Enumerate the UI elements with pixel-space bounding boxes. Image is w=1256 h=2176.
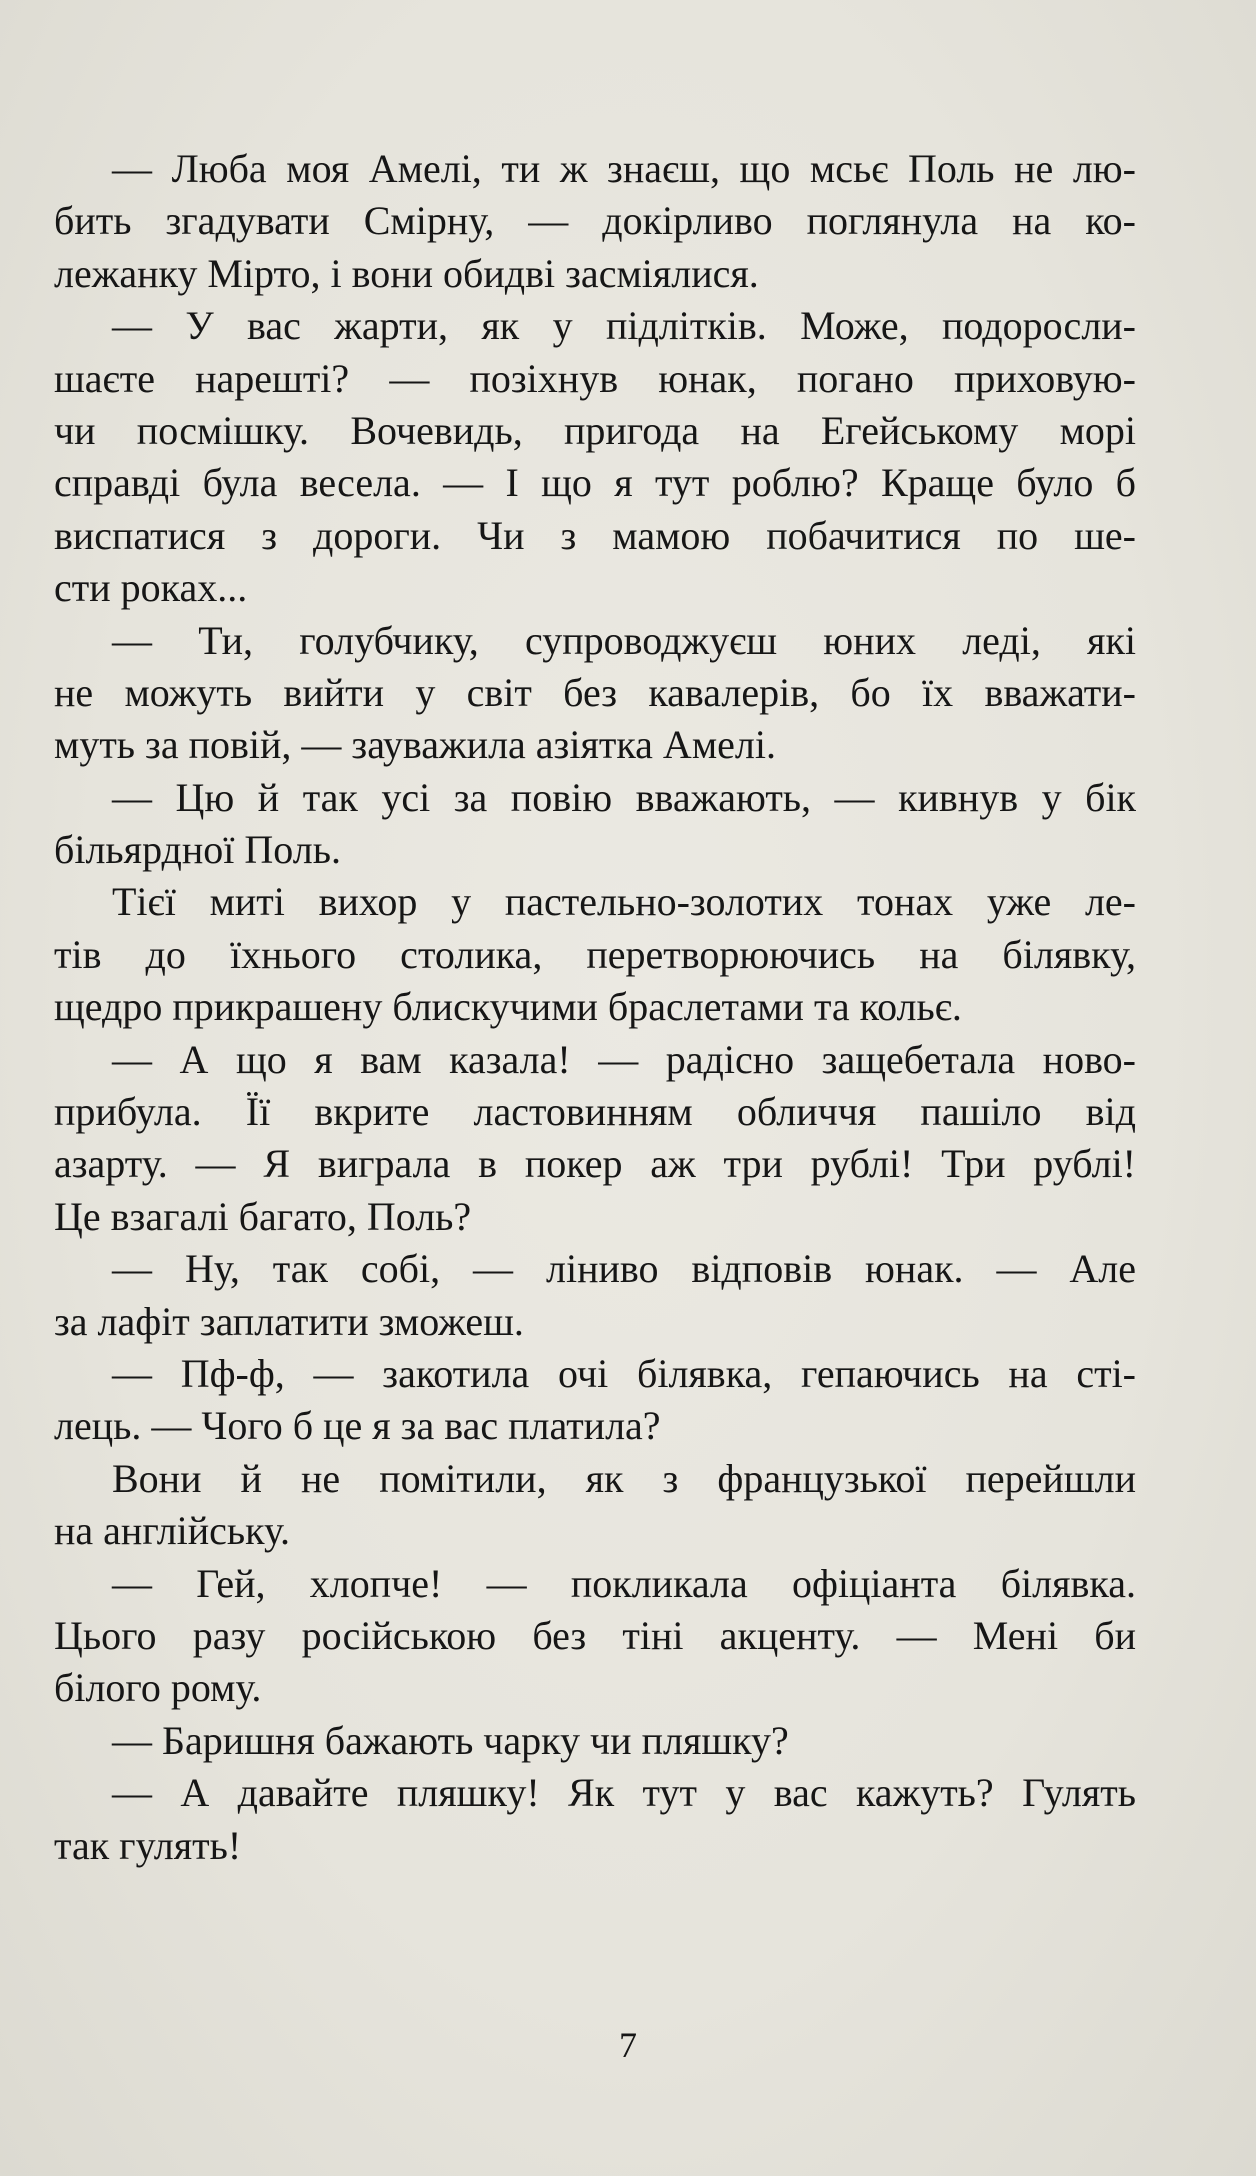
text-line: виспатися з дороги. Чи з мамою побачитися по ше-: [54, 512, 1136, 558]
text-line: тів до їхнього столика, перетворюючись на білявку,: [54, 931, 1136, 977]
text-line: більярдної Поль.: [54, 827, 341, 873]
text-line: бить згадувати Смірну, — докірливо поглянула на ко-: [54, 198, 1136, 244]
text-line: не можуть вийти у світ без кавалерів, бо їх вважати-: [54, 669, 1136, 715]
text-line: так гулять!: [54, 1822, 242, 1868]
text-line: — Гей, хлопче! — покликала офіціанта білявка.: [112, 1560, 1136, 1606]
text-line: за лафіт заплатити зможеш.: [54, 1298, 524, 1344]
page-number: 7: [619, 2025, 637, 2065]
text-line: — Цю й так усі за повію вважають, — кивнув у бік: [112, 774, 1136, 820]
text-line: на англійську.: [54, 1508, 291, 1554]
text-line: Тієї миті вихор у пастельно-золотих тонах уже ле-: [112, 879, 1136, 925]
text-line: — Ну, так собі, — ліниво відповів юнак. — Але: [112, 1246, 1136, 1292]
text-line: сти роках...: [54, 565, 248, 611]
text-line: прибула. Її вкрите ластовинням обличчя пашіло від: [54, 1089, 1136, 1135]
text-line: — А давайте пляшку! Як тут у вас кажуть? Гулять: [112, 1770, 1136, 1816]
text-line: Це взагалі багато, Поль?: [54, 1193, 472, 1239]
text-line: азарту. — Я виграла в покер аж три рублі! Три рублі!: [54, 1141, 1136, 1187]
text-line: — А що я вам казала! — радісно защебетала ново-: [112, 1036, 1136, 1082]
text-line: — У вас жарти, як у підлітків. Може, подоросли-: [112, 303, 1136, 349]
text-line: Вони й не помітили, як з французької перейшли: [112, 1455, 1136, 1501]
text-line: — Люба моя Амелі, ти ж знаєш, що мсьє Поль не лю-: [112, 146, 1136, 191]
text-line: щедро прикрашену блискучими браслетами та кольє.: [54, 984, 962, 1030]
text-line: чи посмішку. Вочевидь, пригода на Егейському морі: [54, 407, 1136, 453]
text-line: муть за повій, — зауважила азіятка Амелі.: [54, 722, 776, 768]
text-line: Цього разу російською без тіні акценту. — Мені би: [54, 1612, 1136, 1658]
text-line: лець. — Чого б це я за вас платила?: [54, 1403, 661, 1449]
text-line: справді була весела. — І що я тут роблю? Краще було б: [54, 460, 1136, 506]
text-line: білого рому.: [54, 1665, 262, 1711]
text-line: лежанку Мірто, і вони обидві засміялися.: [54, 250, 759, 296]
text-line: — Баришня бажають чарку чи пляшку?: [112, 1717, 789, 1763]
text-line: — Ти, голубчику, супроводжуєш юних леді, які: [112, 617, 1136, 663]
page-body-text: [54, 143, 1136, 1872]
text-line: шаєте нарешті? — позіхнув юнак, погано приховую-: [54, 355, 1136, 401]
text-line: — Пф-ф, — закотила очі білявка, гепаючись на сті-: [112, 1350, 1136, 1396]
